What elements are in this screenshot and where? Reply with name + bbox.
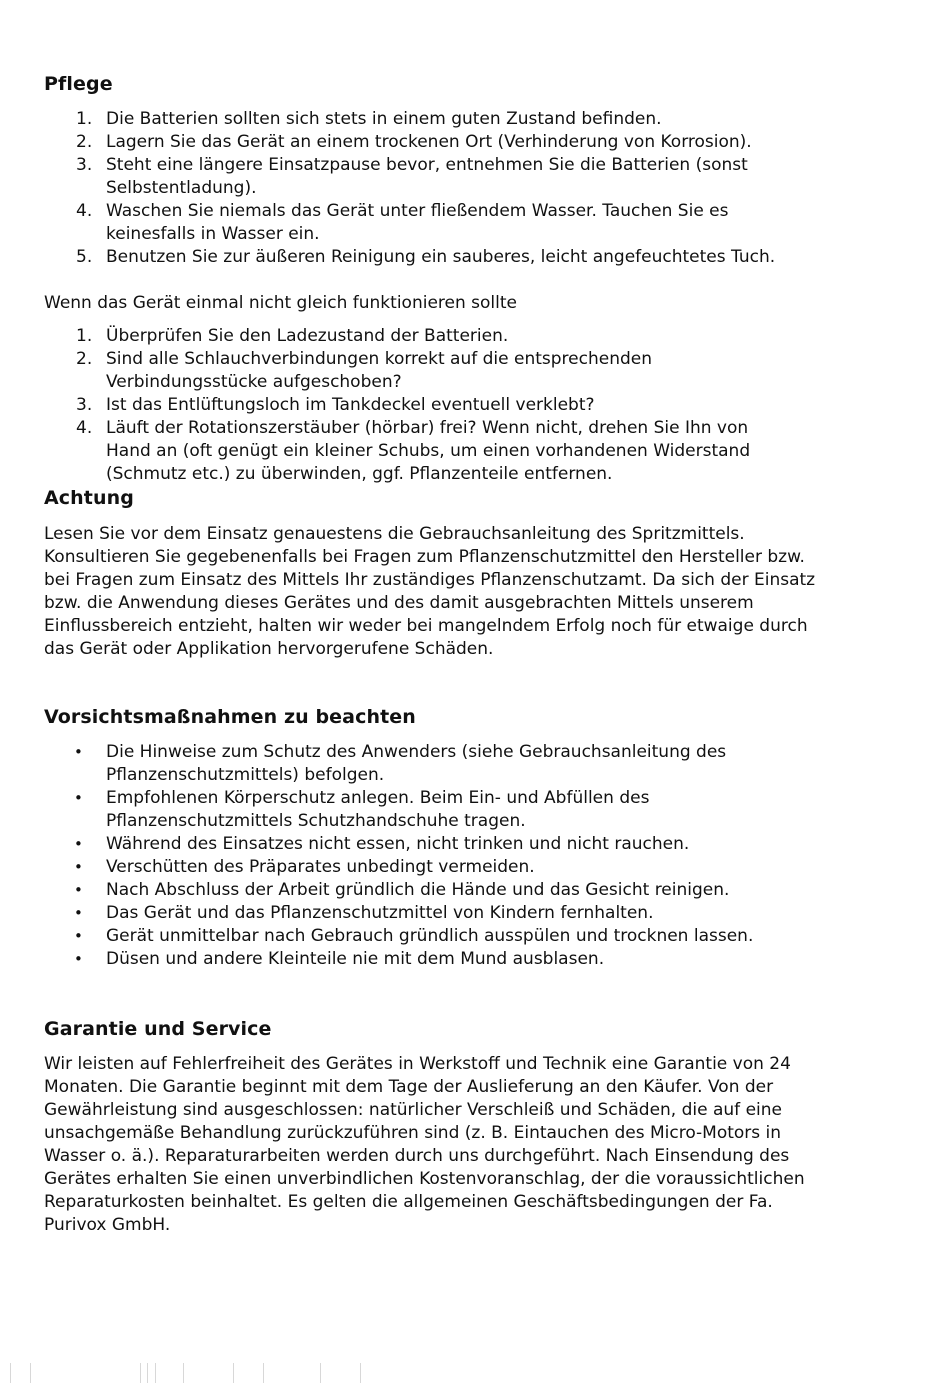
list-number: 1. <box>76 109 93 129</box>
list-item-text: Waschen Sie niemals das Gerät unter fließendem Wasser. Tauchen Sie es keinesfalls in Wasser ein. <box>106 201 729 244</box>
garantie-paragraph: Wir leisten auf Fehlerfreiheit des Gerätes in Werkstoff und Technik eine Garantie von 24 Monaten. Die Garantie beginnt mit dem Tage der Auslieferung an den Käufer. Von der Gewährleistung sind ausgeschlossen: natürlicher Verschleiß und Schäden, die auf eine unsachgemäße Behandlung zurückzuführen sind (z. B. Eintauchen des Micro-Motors in Wasser o. ä.). Reparaturarbeiten werden durch uns durchgeführt. Nach Einsendung des Gerätes erhalten Sie einen unverbindlichen Kostenvoranschlag, der die voraussichtlichen Reparaturkosten beinhaltet. Es gelten die allgemeinen Geschäftsbedingungen der Fa. Purivox GmbH. <box>44 1054 805 1235</box>
bullet-icon: • <box>74 789 83 807</box>
list-item-text: Benutzen Sie zur äußeren Reinigung ein sauberes, leicht angefeuchtetes Tuch. <box>106 247 776 267</box>
list-item-text: Ist das Entlüftungsloch im Tankdeckel eventuell verklebt? <box>106 395 595 415</box>
list-item-text: Empfohlenen Körperschutz anlegen. Beim Ein- und Abfüllen des Pflanzenschutzmittels Schutzhandschuhe tragen. <box>106 788 650 831</box>
list-item <box>44 108 775 131</box>
list-item <box>44 246 775 269</box>
list-number: 2. <box>76 132 93 152</box>
vorsicht-heading: Vorsichtsmaßnahmen zu beachten <box>44 706 416 728</box>
vorsicht-list <box>44 741 753 971</box>
list-item <box>44 879 753 902</box>
list-item-text: Gerät unmittelbar nach Gebrauch gründlich ausspülen und trocknen lassen. <box>106 926 754 946</box>
list-item-text: Nach Abschluss der Arbeit gründlich die Hände und das Gesicht reinigen. <box>106 880 730 900</box>
list-item <box>44 325 750 348</box>
scan-mark <box>147 1363 148 1383</box>
achtung-heading: Achtung <box>44 487 134 509</box>
pflege-list <box>44 108 775 269</box>
list-item <box>44 833 753 856</box>
achtung-paragraph: Lesen Sie vor dem Einsatz genauestens die Gebrauchsanleitung des Spritzmittels. Konsultieren Sie gegebenenfalls bei Fragen zum Pflanzenschutzmittel den Hersteller bzw. bei Fragen zum Einsatz des Mittels Ihr zuständiges Pflanzenschutzamt. Da sich der Einsatz bzw. die Anwendung dieses Gerätes und des damit ausgebrachten Mittels unserem Einflussbereich entzieht, halten wir weder bei mangelndem Erfolg noch für etwaige durch das Gerät oder Applikation hervorgerufene Schäden. <box>44 524 816 659</box>
list-number: 3. <box>76 395 93 415</box>
list-item-text: Die Batterien sollten sich stets in einem guten Zustand befinden. <box>106 109 662 129</box>
list-item <box>44 200 775 246</box>
list-number: 4. <box>76 418 93 438</box>
list-item-text: Die Hinweise zum Schutz des Anwenders (siehe Gebrauchsanleitung des Pflanzenschutzmittels) befolgen. <box>106 742 727 785</box>
list-item-text: Düsen und andere Kleinteile nie mit dem Mund ausblasen. <box>106 949 605 969</box>
list-item-text: Steht eine längere Einsatzpause bevor, entnehmen Sie die Batterien (sonst Selbstentladung). <box>106 155 748 198</box>
scan-mark <box>320 1363 321 1383</box>
bullet-icon: • <box>74 904 83 922</box>
bullet-icon: • <box>74 927 83 945</box>
garantie-heading: Garantie und Service <box>44 1018 272 1040</box>
list-item <box>44 417 750 486</box>
list-number: 1. <box>76 326 93 346</box>
scan-artifacts <box>0 1360 950 1385</box>
list-item-text: Während des Einsatzes nicht essen, nicht trinken und nicht rauchen. <box>106 834 690 854</box>
scan-mark <box>155 1363 156 1383</box>
scan-mark <box>10 1363 11 1383</box>
pflege-heading: Pflege <box>44 73 113 95</box>
list-item <box>44 741 753 787</box>
bullet-icon: • <box>74 881 83 899</box>
list-item <box>44 902 753 925</box>
list-item <box>44 131 775 154</box>
list-item-text: Das Gerät und das Pflanzenschutzmittel von Kindern fernhalten. <box>106 903 654 923</box>
list-item <box>44 394 750 417</box>
list-item <box>44 948 753 971</box>
bullet-icon: • <box>74 950 83 968</box>
list-item-text: Überprüfen Sie den Ladezustand der Batterien. <box>106 326 509 346</box>
troubleshooting-intro: Wenn das Gerät einmal nicht gleich funktionieren sollte <box>44 293 517 313</box>
list-item-text: Läuft der Rotationszerstäuber (hörbar) frei? Wenn nicht, drehen Sie Ihn von Hand an (oft genügt ein kleiner Schubs, um einen vorhandenen Widerstand (Schmutz etc.) zu überwinden, ggf. Pflanzenteile entfernen. <box>106 418 751 484</box>
list-number: 3. <box>76 155 93 175</box>
list-item <box>44 856 753 879</box>
scan-mark <box>263 1363 264 1383</box>
list-item <box>44 787 753 833</box>
list-item-text: Sind alle Schlauchverbindungen korrekt auf die entsprechenden Verbindungsstücke aufgeschoben? <box>106 349 653 392</box>
list-number: 2. <box>76 349 93 369</box>
scan-mark <box>183 1363 184 1383</box>
list-number: 4. <box>76 201 93 221</box>
troubleshooting-list <box>44 325 750 486</box>
scan-mark <box>360 1363 361 1383</box>
list-number: 5. <box>76 247 93 267</box>
scan-mark <box>30 1363 31 1383</box>
scan-mark <box>233 1363 234 1383</box>
list-item <box>44 348 750 394</box>
list-item-text: Lagern Sie das Gerät an einem trockenen Ort (Verhinderung von Korrosion). <box>106 132 752 152</box>
list-item-text: Verschütten des Präparates unbedingt vermeiden. <box>106 857 535 877</box>
bullet-icon: • <box>74 835 83 853</box>
scan-mark <box>140 1363 141 1383</box>
list-item <box>44 154 775 200</box>
bullet-icon: • <box>74 743 83 761</box>
list-item <box>44 925 753 948</box>
bullet-icon: • <box>74 858 83 876</box>
